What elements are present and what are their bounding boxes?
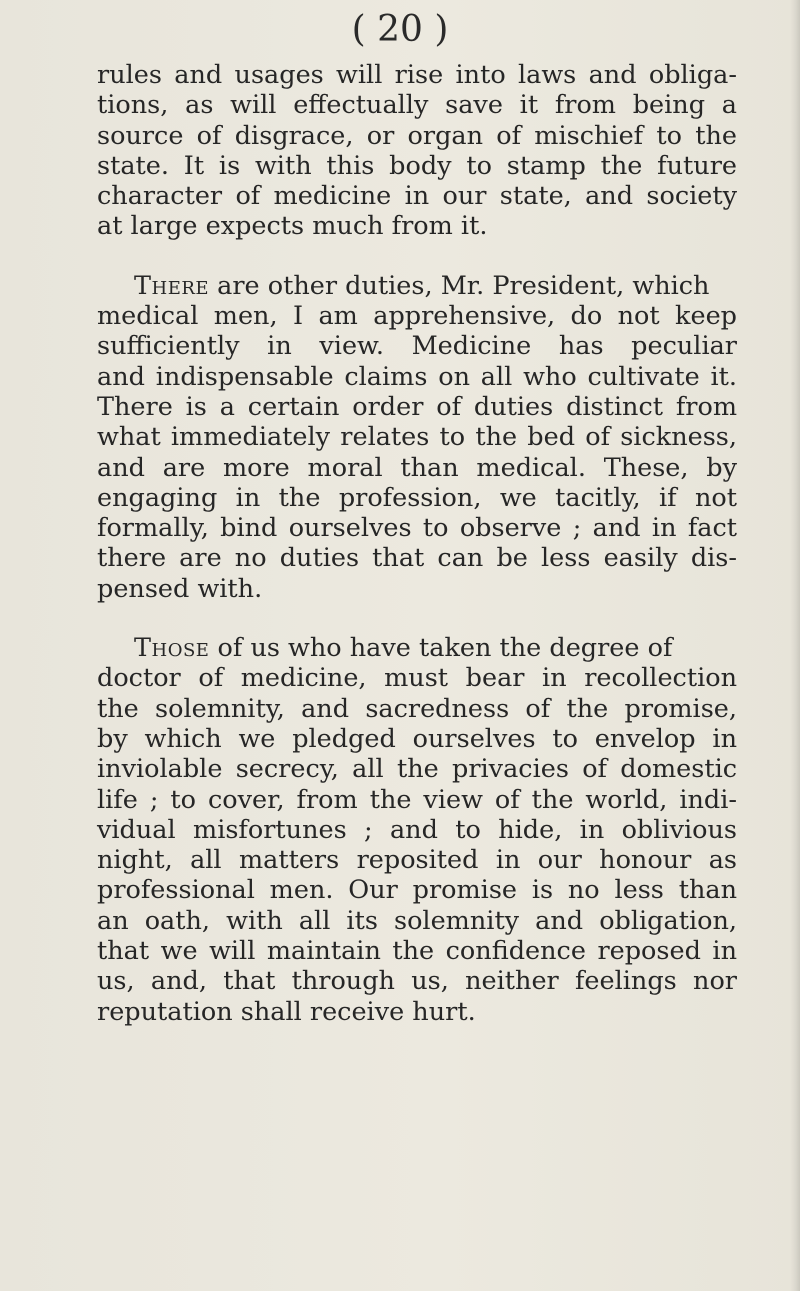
text-line: and indispensable claims on all who cultivate it.	[97, 361, 737, 392]
text-line: source of disgrace, or organ of mischief to the	[97, 120, 737, 151]
text-line: at large expects much from it.	[97, 211, 488, 242]
text-line: medical men, I am apprehensive, do not keep	[97, 301, 737, 332]
text-line: engaging in the profession, we tacitly, if not	[97, 482, 737, 513]
page-edge-shadow	[790, 0, 800, 1291]
text-line-rest: are other duties, Mr. President, which	[209, 270, 710, 301]
text-line: state. It is with this body to stamp the future	[97, 150, 737, 181]
paragraph-lead-word: There	[134, 270, 210, 301]
text-line: formally, bind ourselves to observe ; and in fact	[97, 513, 737, 544]
text-line-rest: of us who have taken the degree of	[209, 633, 673, 664]
body-text	[97, 60, 737, 1027]
text-line: us, and, that through us, neither feelings nor	[97, 966, 737, 997]
text-line: pensed with.	[97, 573, 263, 604]
paragraph-1	[97, 60, 737, 242]
text-line: the solemnity, and sacredness of the promise,	[97, 693, 737, 724]
text-line: that we will maintain the confidence reposed in	[97, 936, 737, 967]
text-line: tions, as will effectually save it from being a	[97, 90, 737, 121]
text-line: There is a certain order of duties distinct from	[97, 391, 737, 422]
text-line: by which we pledged ourselves to envelop in	[97, 723, 737, 754]
text-line: sufficiently in view. Medicine has peculiar	[97, 331, 737, 362]
paragraph-gap	[97, 604, 737, 633]
paragraph-2	[97, 271, 737, 604]
text-line: inviolable secrecy, all the privacies of domestic	[97, 754, 737, 785]
text-line: character of medicine in our state, and society	[97, 181, 737, 212]
text-line: there are no duties that can be less easily dis-	[97, 543, 737, 574]
text-line: an oath, with all its solemnity and obligation,	[97, 905, 737, 936]
text-line: reputation shall receive hurt.	[97, 996, 476, 1027]
text-line: doctor of medicine, must bear in recollection	[97, 663, 737, 694]
text-line-first	[97, 271, 737, 301]
text-line: life ; to cover, from the view of the world, indi-	[97, 784, 737, 815]
paragraph-gap	[97, 242, 737, 271]
text-line: rules and usages will rise into laws and obliga-	[97, 60, 737, 90]
text-line: professional men. Our promise is no less than	[97, 875, 737, 906]
text-line-first	[97, 633, 737, 663]
text-line: vidual misfortunes ; and to hide, in oblivious	[97, 814, 737, 845]
page-number: ( 20 )	[351, 9, 449, 50]
text-line: what immediately relates to the bed of sickness,	[97, 422, 737, 453]
paragraph-lead-word: Those	[134, 633, 210, 664]
text-line: night, all matters reposited in our honour as	[97, 845, 737, 876]
paragraph-3	[97, 633, 737, 1027]
text-line: and are more moral than medical. These, by	[97, 452, 737, 483]
